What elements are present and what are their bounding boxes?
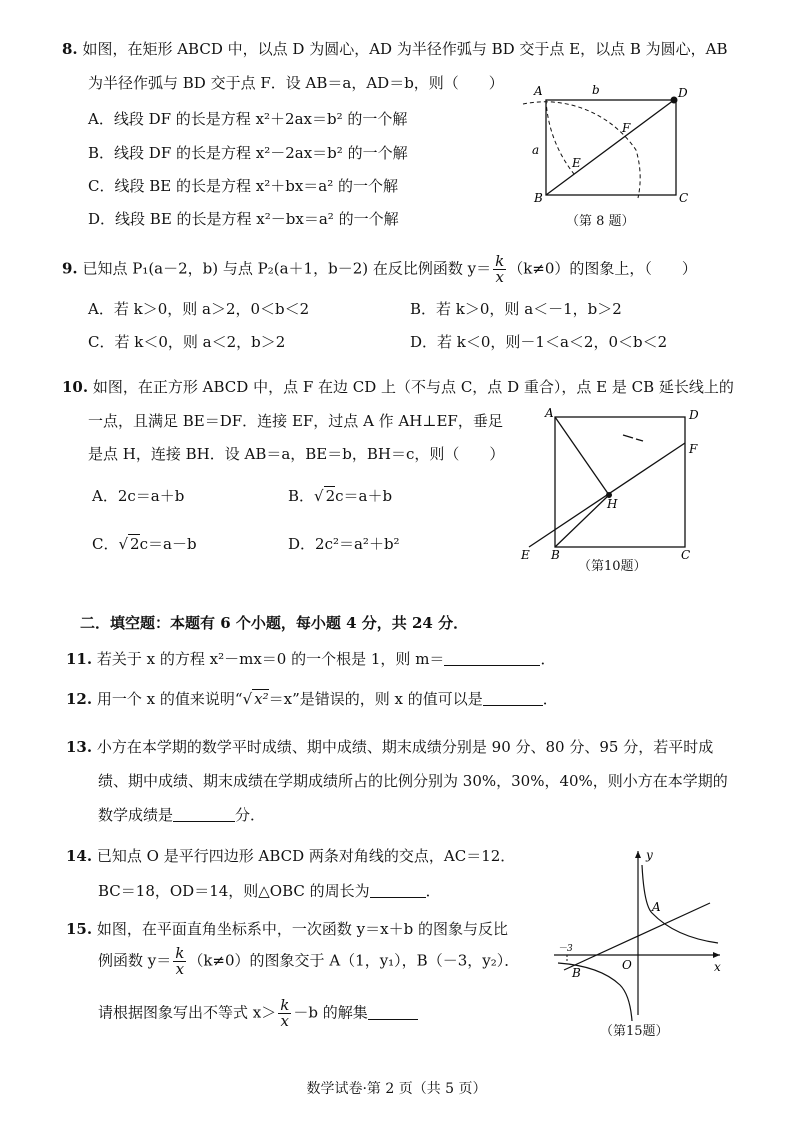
q8-option-b: B．线段 DF 的长是方程 x²－2ax＝b² 的一个解	[88, 144, 408, 162]
q10-line1	[62, 376, 734, 397]
q8-figure	[518, 78, 693, 203]
q10-label-f: F	[689, 442, 698, 456]
q12-answer-blank[interactable]	[483, 705, 543, 706]
q15-frac2-num: k	[280, 996, 290, 1014]
q13-end: 分．	[235, 806, 266, 824]
q11-number: 11.	[66, 650, 93, 668]
q13-number: 13.	[66, 738, 93, 756]
q10-label-a: A	[545, 406, 554, 420]
q10-option-b-label: B．	[288, 487, 315, 505]
q8-stem-2: 为半径作弧与 BD 交于点 F．设 AB＝a，AD＝b，则（ ）	[88, 74, 504, 92]
q14-end: ．	[425, 882, 441, 900]
q12-stem-pre: 用一个 x 的值来说明“	[96, 690, 243, 708]
q15-answer-blank[interactable]	[368, 1019, 418, 1020]
q9-number: 9.	[62, 259, 78, 278]
q11-end: ．	[540, 650, 556, 668]
q9-stem-b: （k≠0）的图象上，（ ）	[508, 259, 697, 278]
q10-option-b: B．√ 2c＝a＋b	[288, 487, 393, 505]
section-fill-in-heading: 二．填空题：本题有 6 个小题，每小题 4 分，共 24 分．	[80, 614, 469, 632]
q15-stem-2b: （k≠0）的图象交于 A（1，y₁），B（－3，y₂）．	[188, 951, 520, 970]
q8-label-f: F	[622, 121, 631, 135]
q15-stem-3a: 请根据图象写出不等式 x＞	[98, 1003, 277, 1022]
q15-line1	[66, 918, 508, 939]
q10-option-c-label: C．	[92, 535, 119, 553]
q9-option-d: D．若 k＜0，则－1＜a＜2，0＜b＜2	[410, 333, 668, 351]
q10-option-b-rest: c＝a＋b	[335, 487, 393, 505]
q15-stem-3b: －b 的解集	[293, 1003, 368, 1022]
q15-number: 15.	[66, 920, 93, 938]
q10-figure	[515, 405, 705, 565]
q10-label-c: C	[681, 548, 691, 562]
q9-stem-a: 已知点 P₁(a－2，b) 与点 P₂(a＋1，b－2) 在反比例函数 y＝	[82, 259, 492, 278]
q8-option-c: C．线段 BE 的长是方程 x²＋bx＝a² 的一个解	[88, 177, 399, 195]
q10-stem-3: 是点 H，连接 BH．设 AB＝a，BE＝b，BH＝c，则（ ）	[88, 445, 505, 463]
q15-caption: （第15题）	[600, 1024, 669, 1039]
q13-stem-3: 数学成绩是	[98, 806, 174, 824]
q10-number: 10.	[62, 378, 89, 396]
q8-label-d-vertex: D	[678, 86, 688, 100]
q15-stem-1: 如图，在平面直角坐标系中，一次函数 y＝x＋b 的图象与反比	[96, 920, 508, 938]
q8-label-side-a: a	[532, 143, 540, 157]
q14-line2	[98, 880, 441, 901]
q10-option-c: C．√ 2c＝a－b	[92, 535, 197, 553]
q13-answer-blank[interactable]	[173, 821, 235, 822]
q8-label-a-vertex: A	[534, 84, 543, 98]
q15-label-a: A	[652, 900, 661, 914]
q14-number: 14.	[66, 847, 93, 865]
q12-line: 12. 用一个 x 的值来说明“√ x²＝x”是错误的，则 x 的值可以是 ．	[66, 690, 558, 708]
q14-stem-2: BC＝18，OD＝14，则△OBC 的周长为	[98, 882, 370, 900]
q15-line2	[98, 946, 519, 977]
q11-line	[66, 648, 555, 669]
q14-answer-blank[interactable]	[370, 897, 426, 898]
q10-option-a: A．2c＝a＋b	[92, 487, 185, 505]
q11-answer-blank[interactable]	[444, 665, 540, 666]
q8-caption: （第 8 题）	[566, 214, 635, 229]
q8-label-side-b: b	[592, 83, 600, 97]
q8-option-a: A．线段 DF 的长是方程 x²＋2ax＝b² 的一个解	[88, 110, 408, 128]
q10-label-b: B	[551, 548, 560, 562]
q15-tick-label: －3	[558, 944, 573, 954]
q14-line1	[66, 845, 515, 866]
q10-stem-2: 一点，且满足 BE＝DF．连接 EF，过点 A 作 AH⊥EF，垂足	[88, 412, 503, 430]
q12-number: 12.	[66, 690, 93, 708]
q12-radicand: x²	[254, 690, 269, 708]
q8-option-d: D．线段 BE 的长是方程 x²－bx＝a² 的一个解	[88, 210, 399, 228]
q10-caption: （第10题）	[578, 559, 647, 574]
q8-line1	[62, 38, 728, 59]
q13-stem-1: 小方在本学期的数学平时成绩、期中成绩、期末成绩分别是 90 分、80 分、95 分，若平时成	[96, 738, 714, 756]
q15-figure	[550, 845, 730, 1025]
q8-label-e: E	[572, 156, 581, 170]
q12-end: ．	[542, 690, 558, 708]
q13-line1	[66, 736, 713, 757]
q15-label-y: y	[646, 848, 653, 862]
q15-label-b: B	[572, 966, 581, 980]
q10-label-d: D	[689, 408, 699, 422]
q15-frac1-num: k	[175, 944, 185, 962]
q11-stem: 若关于 x 的方程 x²－mx＝0 的一个根是 1，则 m＝	[96, 650, 445, 668]
q10-option-c-rest: c＝a－b	[139, 535, 197, 553]
q13-stem-2: 绩、期中成绩、期末成绩在学期成绩所占的比例分别为 30%，30%，40%，则小方在本学期的	[98, 772, 728, 790]
q10-label-h: H	[607, 497, 618, 511]
q13-line3	[98, 804, 265, 825]
q9-fraction	[493, 254, 506, 285]
q14-stem-1: 已知点 O 是平行四边形 ABCD 两条对角线的交点，AC＝12．	[96, 847, 516, 865]
q15-fraction-2	[278, 998, 291, 1029]
q9-frac-num: k	[495, 252, 505, 270]
q15-frac1-den: x	[175, 960, 185, 978]
q10-label-e: E	[521, 548, 530, 562]
q8-stem-1: 如图，在矩形 ABCD 中，以点 D 为圆心，AD 为半径作弧与 BD 交于点 E，以点 B 为圆心，AB	[82, 40, 728, 58]
q15-line3	[98, 998, 418, 1029]
q8-label-b-vertex: B	[534, 191, 543, 203]
q9-option-b: B．若 k＞0，则 a＜－1，b＞2	[410, 300, 622, 318]
q9-option-a: A．若 k＞0，则 a＞2，0＜b＜2	[88, 300, 310, 318]
q15-label-o: O	[622, 958, 632, 972]
page-footer: 数学试卷·第 2 页（共 5 页）	[306, 1081, 487, 1097]
q8-label-c-vertex: C	[679, 191, 689, 203]
q10-stem-1: 如图，在正方形 ABCD 中，点 F 在边 CD 上（不与点 C，点 D 重合），点 E 是 CB 延长线上的	[92, 378, 734, 396]
q9-option-c: C．若 k＜0，则 a＜2，b＞2	[88, 333, 286, 351]
q9-frac-den: x	[495, 268, 504, 286]
q8-number: 8.	[62, 40, 78, 58]
q10-option-d: D．2c²＝a²＋b²	[288, 535, 400, 553]
q15-stem-2a: 例函数 y＝	[98, 951, 172, 970]
q12-stem-post: ＝x”是错误的，则 x 的值可以是	[268, 690, 483, 708]
q10-option-b-radicand: 2	[325, 487, 336, 505]
q15-frac2-den: x	[280, 1012, 290, 1030]
q10-option-c-radicand: 2	[130, 535, 140, 553]
q15-label-x: x	[714, 960, 721, 974]
q9-line1	[62, 254, 697, 285]
q15-fraction-1	[173, 946, 186, 977]
